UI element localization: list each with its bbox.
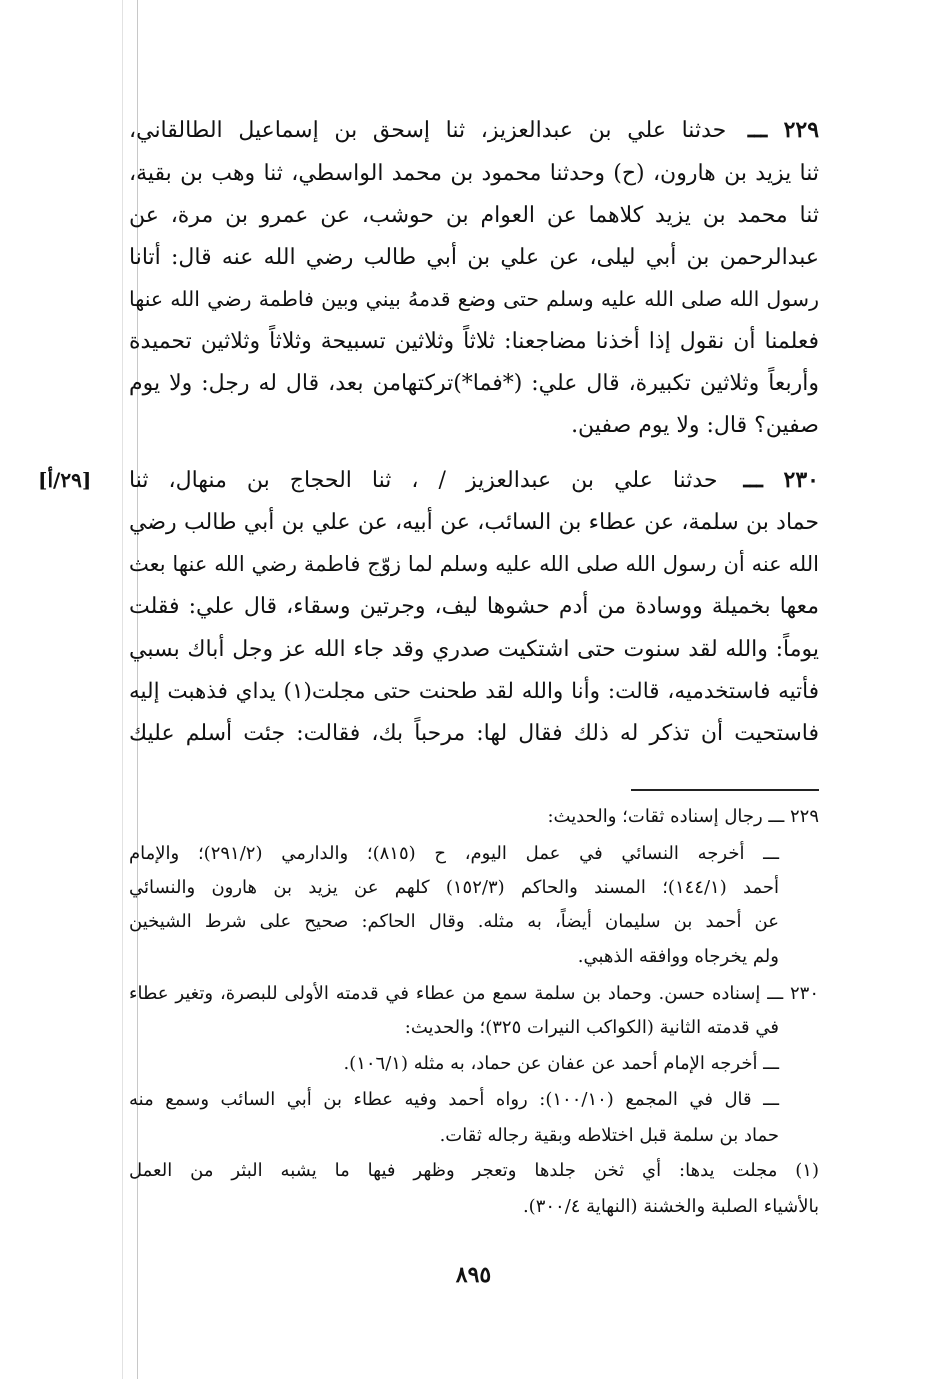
note-line: في قدمته الثانية (الكواكب النيرات ٣٢٥)؛ والحديث: xyxy=(404,1017,779,1038)
hadith-number: ٢٢٩ ـــ xyxy=(747,117,820,143)
text-line: حماد بن سلمة، عن عطاء بن السائب، عن أبيه، عن علي بن أبي طالب رضي xyxy=(129,510,819,535)
note-header: ٢٣٠ ـــ إسناده حسن. وحماد بن سلمة سمع من عطاء في قدمته الأولى للبصرة، وتغير عطاء xyxy=(129,983,819,1004)
folio-marker: [٢٩/أ] xyxy=(38,468,92,492)
text-line: فأتيه فاستخدميه، قالت: وأنا والله لقد طحنت حتى مجلت(١) يداي فذهبت إليه xyxy=(129,679,819,704)
text-line: رسول الله صلى الله عليه وسلم حتى وضع قدمهُ بيني وبين فاطمة رضي الله عنها xyxy=(129,287,819,311)
text-line: صفين؟ قال: ولا يوم صفين. xyxy=(571,413,819,438)
text-line: وأربعاً وثلاثين تكبيرة، قال علي: (*فما*)تركتهامن بعد، قال له رجل: ولا يوم xyxy=(129,371,819,396)
page-number: ٨٩٥ xyxy=(455,1262,492,1288)
text-line: معها بخميلة ووسادة من أدم حشوها ليف، وجرتين وسقاء، قال علي: فقلت xyxy=(129,594,819,619)
text-line: يوماً: والله لقد سنوت حتى اشتكيت صدري وقد جاء الله عز وجل أباك بسبي xyxy=(129,637,819,662)
note-line: حماد بن سلمة قبل اختلاطه وبقية رجاله ثقات. xyxy=(439,1125,779,1146)
note-line: عن أحمد بن سليمان أيضاً، به مثله. وقال الحاكم: صحيح على شرط الشيخين xyxy=(129,911,779,932)
text-line: عبدالرحمن بن أبي ليلى، عن علي بن أبي طالب رضي الله عنه قال: أتانا xyxy=(129,245,819,270)
footnote-divider xyxy=(631,789,819,791)
text-line: الله عنه أن رسول الله صلى الله عليه وسلم لما زوّج فاطمة رضي الله عنها بعث xyxy=(129,552,819,576)
note-header: ٢٢٩ ـــ رجال إسناده ثقات؛ والحديث: xyxy=(547,806,819,827)
note-line: ـــ أخرجه النسائي في عمل اليوم، ح (٨١٥)؛ والدارمي (٢٩١/٢)؛ والإمام xyxy=(129,843,779,864)
note-line: ـــ قال في المجمع (١٠٠/١٠): رواه أحمد وفيه عطاء بن أبي السائب وسمع منه xyxy=(129,1089,779,1110)
page-gutter-line-faint xyxy=(122,0,123,1379)
text-line: ٢٢٩ ـــ حدثنا علي بن عبدالعزيز، ثنا إسحق بن إسماعيل الطالقاني، xyxy=(129,117,820,143)
note-line: ولم يخرجاه ووافقه الذهبي. xyxy=(577,946,779,967)
text-line: ٢٣٠ ـــ حدثنا علي بن عبدالعزيز / ، ثنا الحجاج بن منهال، ثنا xyxy=(129,467,819,493)
text-line: ثنا محمد بن يزيد كلاهما عن العوام بن حوشب، عن عمرو بن مرة، عن xyxy=(129,203,819,228)
note-line: ـــ أخرجه الإمام أحمد عن عفان عن حماد، به مثله (١٠٦/١). xyxy=(343,1053,779,1074)
text-line: فاستحيت أن تذكر له ذلك فقال لها: مرحباً بك، فقالت: جئت أسلم عليك xyxy=(129,721,819,746)
note-line: أحمد (١٤٤/١)؛ المسند والحاكم (١٥٢/٣) كلهم عن يزيد بن هارون والنسائي xyxy=(129,877,779,898)
hadith-number: ٢٣٠ ـــ xyxy=(743,467,819,493)
note-line: بالأشياء الصلبة والخشنة (النهاية ٣٠٠/٤). xyxy=(522,1196,819,1217)
text-line: ثنا يزيد بن هارون، (ح) وحدثنا محمود بن محمد الواسطي، ثنا وهب بن بقية، xyxy=(129,161,819,186)
text-line: فعلمنا أن نقول إذا أخذنا مضاجعنا: ثلاثاً وثلاثين تسبيحة وثلاثاً وثلاثين تحميدة xyxy=(129,329,819,354)
note-line: (١) مجلت يدها: أي ثخن جلدها وتعجر وظهر فيها ما يشبه البثر من العمل xyxy=(129,1160,819,1181)
